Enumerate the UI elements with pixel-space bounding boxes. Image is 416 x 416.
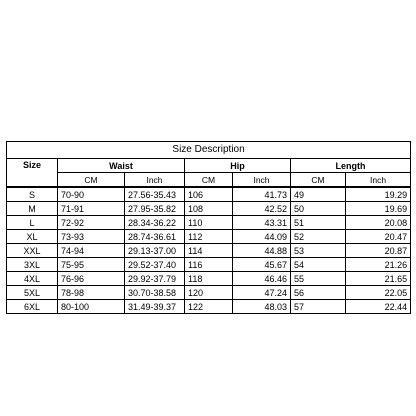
size-cell: 6XL — [7, 300, 58, 314]
hip-cm-cell: 112 — [185, 230, 233, 244]
waist-inch-cell: 29.92-37.79 — [125, 272, 185, 286]
length-cm-cell: 54 — [291, 258, 346, 272]
waist-inch-cell: 28.74-36.61 — [125, 230, 185, 244]
length-cm-cell: 52 — [291, 230, 346, 244]
length-inch-cell: 20.87 — [346, 244, 411, 258]
size-chart-table — [6, 141, 411, 314]
length-inch-cell: 22.05 — [346, 286, 411, 300]
hip-inch-cell: 46.46 — [233, 272, 291, 286]
table-row — [7, 258, 411, 272]
hip-inch-cell: 43.31 — [233, 216, 291, 230]
size-cell: 4XL — [7, 272, 58, 286]
hip-inch-cell: 44.09 — [233, 230, 291, 244]
waist-inch-cell: 31.49-39.37 — [125, 300, 185, 314]
length-inch-header: Inch — [346, 173, 411, 188]
waist-inch-cell: 29.13-37.00 — [125, 244, 185, 258]
waist-inch-cell: 27.56-35.43 — [125, 187, 185, 202]
hip-inch-cell: 48.03 — [233, 300, 291, 314]
table-row — [7, 244, 411, 258]
waist-cm-cell: 74-94 — [58, 244, 125, 258]
waist-cm-header: CM — [58, 173, 125, 188]
waist-inch-cell: 28.34-36.22 — [125, 216, 185, 230]
length-cm-cell: 55 — [291, 272, 346, 286]
hip-inch-cell: 42.52 — [233, 202, 291, 216]
hip-cm-cell: 118 — [185, 272, 233, 286]
size-header: Size — [7, 159, 58, 188]
length-header: Length — [291, 159, 411, 173]
length-inch-cell: 20.47 — [346, 230, 411, 244]
length-inch-cell: 20.08 — [346, 216, 411, 230]
hip-inch-cell: 45.67 — [233, 258, 291, 272]
subheader-row — [7, 173, 411, 188]
length-cm-cell: 57 — [291, 300, 346, 314]
table-title: Size Description — [7, 142, 411, 159]
waist-inch-cell: 29.52-37.40 — [125, 258, 185, 272]
waist-cm-cell: 76-96 — [58, 272, 125, 286]
waist-cm-cell: 70-90 — [58, 187, 125, 202]
waist-inch-header: Inch — [125, 173, 185, 188]
hip-inch-cell: 44.88 — [233, 244, 291, 258]
hip-cm-cell: 108 — [185, 202, 233, 216]
length-inch-cell: 21.26 — [346, 258, 411, 272]
size-cell: M — [7, 202, 58, 216]
length-cm-cell: 51 — [291, 216, 346, 230]
table-row — [7, 202, 411, 216]
size-cell: 5XL — [7, 286, 58, 300]
length-cm-header: CM — [291, 173, 346, 188]
waist-cm-cell: 72-92 — [58, 216, 125, 230]
table-row — [7, 187, 411, 202]
length-inch-cell: 19.29 — [346, 187, 411, 202]
length-cm-cell: 56 — [291, 286, 346, 300]
size-cell: L — [7, 216, 58, 230]
table-row — [7, 300, 411, 314]
hip-cm-cell: 122 — [185, 300, 233, 314]
title-row — [7, 142, 411, 159]
table-row — [7, 286, 411, 300]
hip-cm-cell: 106 — [185, 187, 233, 202]
waist-cm-cell: 75-95 — [58, 258, 125, 272]
hip-cm-cell: 120 — [185, 286, 233, 300]
length-cm-cell: 50 — [291, 202, 346, 216]
hip-cm-cell: 114 — [185, 244, 233, 258]
length-inch-cell: 22.44 — [346, 300, 411, 314]
waist-cm-cell: 80-100 — [58, 300, 125, 314]
waist-cm-cell: 73-93 — [58, 230, 125, 244]
size-cell: S — [7, 187, 58, 202]
hip-header: Hip — [185, 159, 291, 173]
length-inch-cell: 19.69 — [346, 202, 411, 216]
length-cm-cell: 49 — [291, 187, 346, 202]
waist-inch-cell: 27.95-35.82 — [125, 202, 185, 216]
table-row — [7, 272, 411, 286]
length-cm-cell: 53 — [291, 244, 346, 258]
size-cell: XXL — [7, 244, 58, 258]
table-row — [7, 230, 411, 244]
hip-cm-cell: 110 — [185, 216, 233, 230]
table-row — [7, 216, 411, 230]
hip-inch-cell: 41.73 — [233, 187, 291, 202]
size-cell: XL — [7, 230, 58, 244]
hip-inch-header: Inch — [233, 173, 291, 188]
header-row — [7, 159, 411, 173]
waist-cm-cell: 71-91 — [58, 202, 125, 216]
hip-cm-header: CM — [185, 173, 233, 188]
hip-inch-cell: 47.24 — [233, 286, 291, 300]
hip-cm-cell: 116 — [185, 258, 233, 272]
waist-header: Waist — [58, 159, 185, 173]
waist-inch-cell: 30.70-38.58 — [125, 286, 185, 300]
waist-cm-cell: 78-98 — [58, 286, 125, 300]
size-cell: 3XL — [7, 258, 58, 272]
length-inch-cell: 21.65 — [346, 272, 411, 286]
